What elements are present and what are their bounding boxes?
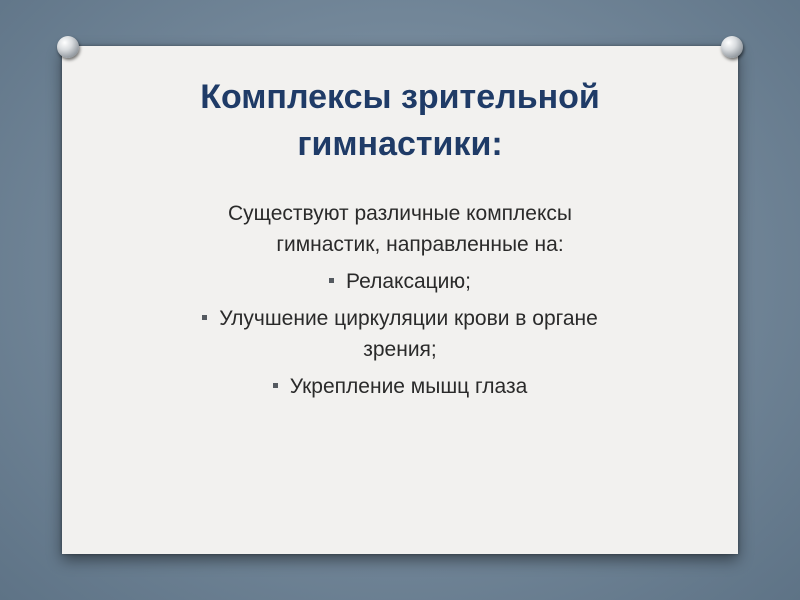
- list-item: [62, 371, 738, 402]
- square-bullet-icon: [202, 315, 207, 320]
- bullet-list: [62, 266, 738, 402]
- bullet-text-continuation: зрения;: [363, 338, 437, 361]
- bullet-text: Улучшение циркуляции крови в органе: [219, 307, 598, 330]
- pushpin-icon: [721, 36, 743, 58]
- intro-line-2: гимнастик, направленные на:: [276, 233, 564, 256]
- title-line-1: Комплексы зрительной: [200, 78, 600, 116]
- slide-title: [62, 74, 738, 168]
- square-bullet-icon: [273, 383, 278, 388]
- pushpin-icon: [57, 36, 79, 58]
- intro-line-1: Существуют различные комплексы: [228, 202, 572, 225]
- bullet-text: Релаксацию;: [346, 270, 471, 293]
- list-item: [62, 266, 738, 297]
- list-item: [62, 303, 738, 365]
- bullet-text: Укрепление мышц глаза: [289, 375, 528, 398]
- square-bullet-icon: [329, 278, 334, 283]
- title-line-2: гимнастики:: [297, 125, 503, 163]
- slide-body: [62, 198, 738, 402]
- intro-paragraph: [62, 198, 738, 260]
